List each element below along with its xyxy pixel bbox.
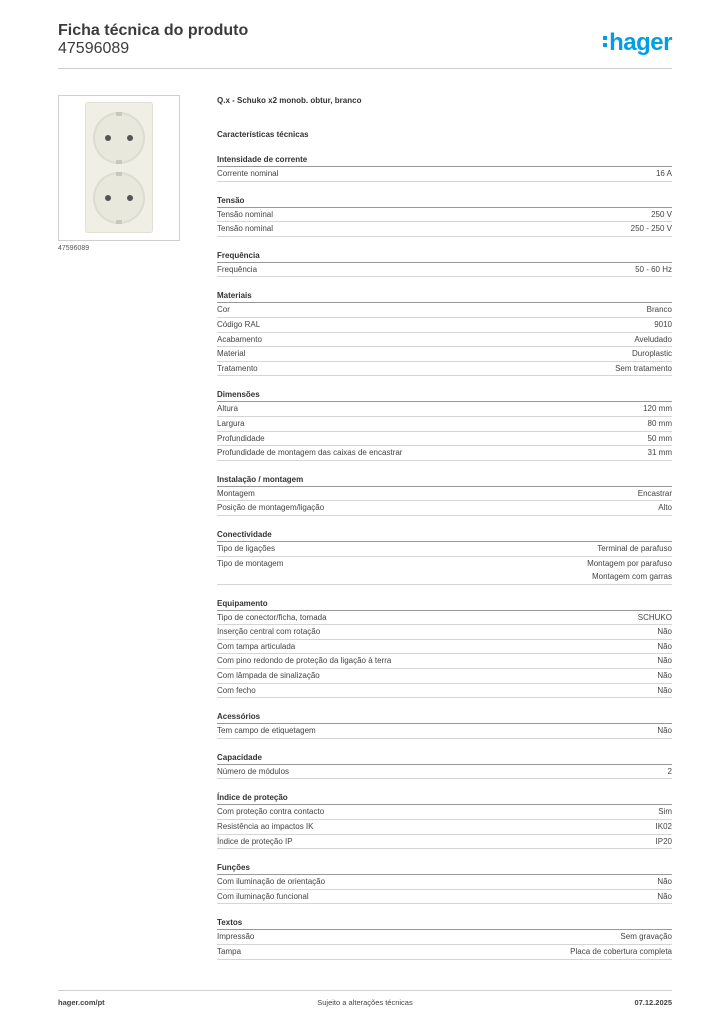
spec-value-line: 31 mm bbox=[647, 448, 672, 458]
spec-label: Profundidade bbox=[217, 433, 265, 443]
spec-row bbox=[217, 208, 672, 223]
spec-value bbox=[648, 432, 672, 446]
spec-label: Tipo de ligações bbox=[217, 543, 275, 553]
spec-label: Com iluminação de orientação bbox=[217, 877, 326, 887]
spec-value-line: 9010 bbox=[654, 319, 672, 329]
spec-label: Resistência ao impactos IK bbox=[217, 822, 314, 832]
spec-row bbox=[217, 501, 672, 516]
spec-row bbox=[217, 625, 672, 640]
spec-value-line: Duroplastic bbox=[631, 349, 672, 359]
spec-value bbox=[657, 669, 672, 683]
spec-value bbox=[597, 542, 672, 556]
spec-row bbox=[217, 446, 672, 461]
spec-value-line: 250 - 250 V bbox=[630, 224, 672, 234]
spec-label: Com fecho bbox=[217, 685, 256, 695]
spec-value bbox=[635, 263, 672, 277]
spec-row bbox=[217, 654, 672, 669]
spec-group bbox=[217, 597, 672, 699]
spec-content bbox=[217, 95, 672, 960]
hager-logo bbox=[603, 30, 672, 56]
page-title: Ficha técnica do produto bbox=[58, 22, 249, 39]
spec-value bbox=[658, 805, 672, 819]
image-caption: 47596089 bbox=[58, 245, 90, 252]
spec-value-line: Não bbox=[657, 656, 672, 666]
spec-value bbox=[632, 347, 672, 361]
product-image bbox=[58, 95, 180, 241]
spec-label: Tem campo de etiquetagem bbox=[217, 726, 316, 736]
spec-group-title: Capacidade bbox=[217, 751, 672, 765]
spec-value bbox=[656, 820, 672, 834]
spec-value-line: Placa de cobertura completa bbox=[570, 947, 672, 956]
spec-value bbox=[643, 402, 672, 416]
spec-group bbox=[217, 289, 672, 376]
spec-value bbox=[570, 945, 672, 959]
section-heading: Características técnicas bbox=[217, 130, 309, 139]
pin-hole-icon bbox=[105, 195, 111, 201]
spec-label: Tensão nominal bbox=[217, 224, 274, 234]
spec-value bbox=[657, 684, 672, 698]
spec-label: Com lâmpada de sinalização bbox=[217, 671, 320, 681]
spec-value bbox=[587, 557, 672, 584]
spec-row bbox=[217, 820, 672, 835]
spec-group-title: Textos bbox=[217, 916, 672, 930]
spec-value bbox=[631, 222, 672, 236]
spec-value-line: Sim bbox=[658, 807, 672, 817]
earth-clip-icon bbox=[116, 160, 122, 164]
earth-clip-icon bbox=[116, 220, 122, 224]
spec-value bbox=[615, 362, 672, 376]
spec-row bbox=[217, 167, 672, 182]
spec-value-line: 120 mm bbox=[643, 404, 672, 414]
spec-value-line: Não bbox=[657, 671, 672, 681]
spec-label: Largura bbox=[217, 418, 245, 428]
socket-plate-icon bbox=[85, 102, 153, 233]
logo-text: hager bbox=[609, 29, 672, 56]
spec-value bbox=[657, 625, 672, 639]
spec-row bbox=[217, 402, 672, 417]
spec-value-line: Não bbox=[657, 726, 672, 736]
spec-row bbox=[217, 303, 672, 318]
spec-label: Código RAL bbox=[217, 319, 261, 329]
spec-value-line: 80 mm bbox=[647, 418, 672, 428]
spec-value-line: 16 A bbox=[655, 169, 672, 178]
spec-row bbox=[217, 542, 672, 557]
socket-outlet-icon bbox=[93, 172, 145, 224]
spec-group-title: Equipamento bbox=[217, 597, 672, 611]
spec-label: Com proteção contra contacto bbox=[217, 807, 325, 817]
footer-date: 07.12.2025 bbox=[634, 998, 672, 1007]
spec-value-line: 2 bbox=[667, 766, 672, 776]
spec-group-title: Frequência bbox=[217, 249, 672, 263]
spec-value-line: Encastrar bbox=[637, 488, 672, 498]
page-header bbox=[58, 22, 672, 68]
spec-value-line: Não bbox=[657, 627, 672, 637]
pin-hole-icon bbox=[127, 195, 133, 201]
spec-label: Impressão bbox=[217, 932, 255, 942]
spec-value-line: IP20 bbox=[655, 836, 672, 846]
spec-label: Corrente nominal bbox=[217, 169, 279, 178]
spec-row bbox=[217, 487, 672, 502]
spec-groups bbox=[217, 153, 672, 960]
spec-group-title: Materiais bbox=[217, 289, 672, 303]
spec-group-title: Dimensões bbox=[217, 388, 672, 402]
spec-value bbox=[657, 724, 672, 738]
spec-group-title: Conectividade bbox=[217, 528, 672, 542]
spec-value bbox=[658, 501, 672, 515]
spec-row bbox=[217, 669, 672, 684]
spec-value bbox=[657, 890, 672, 904]
spec-label: Acabamento bbox=[217, 334, 262, 344]
spec-value bbox=[668, 765, 672, 779]
spec-value bbox=[634, 333, 672, 347]
socket-outlet-icon bbox=[93, 112, 145, 164]
spec-label: Tipo de montagem bbox=[217, 558, 284, 568]
spec-value-line: Não bbox=[657, 891, 672, 901]
spec-row bbox=[217, 222, 672, 237]
spec-value-line: Não bbox=[657, 641, 672, 651]
spec-group bbox=[217, 153, 672, 182]
spec-value bbox=[647, 303, 672, 317]
spec-group bbox=[217, 916, 672, 959]
spec-value-line: 50 mm bbox=[647, 433, 672, 443]
spec-value bbox=[638, 611, 672, 625]
product-name: Q.x - Schuko x2 monob. obtur, branco bbox=[217, 96, 362, 105]
spec-row bbox=[217, 347, 672, 362]
spec-group-title: Instalação / montagem bbox=[217, 473, 672, 487]
pin-hole-icon bbox=[127, 135, 133, 141]
spec-row bbox=[217, 432, 672, 447]
spec-row bbox=[217, 890, 672, 905]
spec-value-line: Alto bbox=[658, 503, 672, 513]
spec-row bbox=[217, 333, 672, 348]
header-divider bbox=[58, 68, 672, 69]
spec-label: Cor bbox=[217, 305, 230, 315]
spec-group bbox=[217, 751, 672, 780]
spec-value-line: Sem gravação bbox=[620, 932, 672, 942]
footer-divider bbox=[58, 990, 672, 991]
spec-value bbox=[657, 654, 672, 668]
spec-row bbox=[217, 945, 672, 960]
spec-value-line: Não bbox=[657, 877, 672, 887]
spec-value-line: Terminal de parafuso bbox=[597, 543, 672, 553]
spec-value-line: SCHUKO bbox=[637, 612, 672, 622]
spec-label: Montagem bbox=[217, 488, 255, 498]
spec-value-line: Não bbox=[657, 685, 672, 695]
spec-value bbox=[657, 640, 672, 654]
spec-value-line: 50 - 60 Hz bbox=[635, 264, 672, 274]
spec-value bbox=[654, 318, 672, 332]
spec-group bbox=[217, 528, 672, 585]
spec-value-line: Montagem por parafuso bbox=[587, 558, 672, 568]
spec-value-line: IK02 bbox=[655, 822, 672, 832]
spec-label: Com tampa articulada bbox=[217, 641, 296, 651]
spec-group-title: Intensidade de corrente bbox=[217, 153, 672, 167]
spec-value-line: Aveludado bbox=[634, 334, 672, 344]
spec-group-title: Funções bbox=[217, 861, 672, 875]
spec-row bbox=[217, 724, 672, 739]
spec-group bbox=[217, 710, 672, 739]
earth-clip-icon bbox=[116, 112, 122, 116]
spec-value bbox=[651, 208, 672, 222]
spec-value-line: 250 V bbox=[651, 209, 672, 219]
spec-value-line: Sem tratamento bbox=[615, 363, 672, 373]
spec-value bbox=[648, 446, 672, 460]
spec-group-title: Tensão bbox=[217, 194, 672, 208]
spec-value-line: Montagem com garras bbox=[591, 572, 672, 582]
spec-row bbox=[217, 611, 672, 626]
spec-label: Altura bbox=[217, 404, 238, 414]
spec-group bbox=[217, 791, 672, 849]
spec-group bbox=[217, 194, 672, 237]
spec-row bbox=[217, 930, 672, 945]
spec-row bbox=[217, 875, 672, 890]
spec-group-title: Acessórios bbox=[217, 710, 672, 724]
spec-row bbox=[217, 417, 672, 432]
spec-label: Tensão nominal bbox=[217, 209, 274, 219]
spec-row bbox=[217, 765, 672, 780]
spec-label: Tipo de conector/ficha, tomada bbox=[217, 612, 327, 622]
spec-row bbox=[217, 318, 672, 333]
spec-group bbox=[217, 473, 672, 516]
spec-value-line: Branco bbox=[646, 305, 672, 315]
spec-row bbox=[217, 684, 672, 699]
spec-group bbox=[217, 249, 672, 278]
spec-label: Tratamento bbox=[217, 363, 258, 373]
spec-row bbox=[217, 263, 672, 278]
spec-row bbox=[217, 362, 672, 377]
logo-dots-icon bbox=[603, 33, 607, 50]
spec-group bbox=[217, 388, 672, 460]
spec-label: Com pino redondo de proteção da ligação à terra bbox=[217, 656, 392, 666]
spec-label: Material bbox=[217, 349, 246, 359]
spec-row bbox=[217, 835, 672, 850]
product-code: 47596089 bbox=[58, 40, 130, 57]
spec-label: Índice de proteção IP bbox=[217, 836, 293, 846]
spec-label: Posição de montagem/ligação bbox=[217, 503, 325, 513]
spec-group-title: Índice de proteção bbox=[217, 791, 672, 805]
spec-value bbox=[648, 417, 672, 431]
footer-note: Sujeito a alterações técnicas bbox=[317, 998, 413, 1007]
spec-row bbox=[217, 805, 672, 820]
spec-row bbox=[217, 640, 672, 655]
spec-value bbox=[656, 167, 672, 181]
spec-value bbox=[656, 835, 672, 849]
footer-website-link[interactable]: hager.com/pt bbox=[58, 998, 105, 1007]
spec-label: Tampa bbox=[217, 947, 242, 956]
spec-value bbox=[620, 930, 672, 944]
spec-group bbox=[217, 861, 672, 904]
spec-label: Número de módulos bbox=[217, 766, 290, 776]
spec-label: Frequência bbox=[217, 264, 258, 274]
spec-label: Inserção central com rotação bbox=[217, 627, 321, 637]
earth-clip-icon bbox=[116, 172, 122, 176]
spec-label: Profundidade de montagem das caixas de encastrar bbox=[217, 448, 403, 458]
spec-label: Com iluminação funcional bbox=[217, 891, 309, 901]
spec-row bbox=[217, 557, 672, 585]
spec-value bbox=[638, 487, 672, 501]
spec-value bbox=[657, 875, 672, 889]
pin-hole-icon bbox=[105, 135, 111, 141]
